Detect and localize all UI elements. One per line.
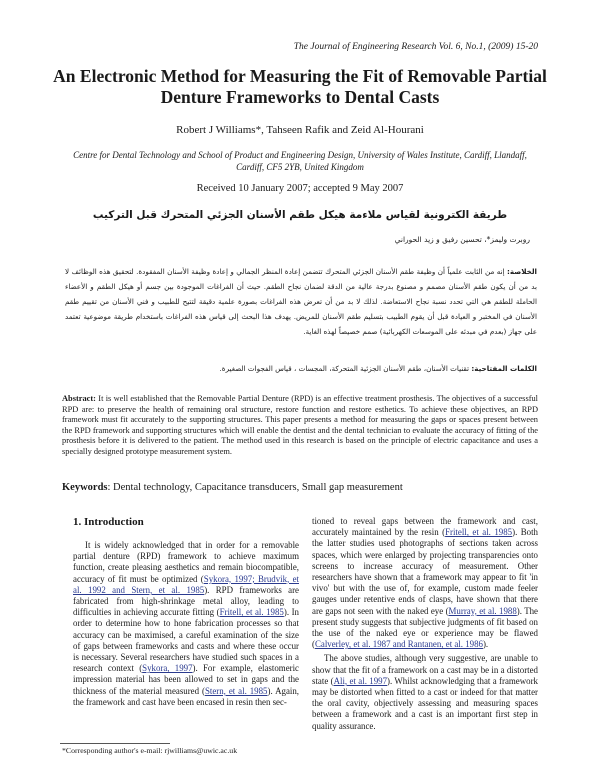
body-text: ). (482, 639, 489, 650)
arabic-keywords-label: الكلمات المفتاحية: (471, 364, 537, 373)
abstract (62, 394, 538, 458)
received-dates: Received 10 January 2007; accepted 9 May 2007 (196, 183, 404, 194)
citation-link[interactable]: Fritell, et al. 1985 (445, 527, 513, 538)
abstract-text: It is well established that the Removable Partial Denture (RPD) is an effective treatment prosthesis. The objectives of a successful RPD are: to preserve the health of remaining oral structure, restore function and restore esthetics. To achieve these objectives, an RPD framework must fit accurately to the supporting structures. This paper presents a method for measuring the gaps or spaces present between the RPD framework and supporting structures which will enable the dentist and the dental technician to evaluate the accuracy of fitting of the prosthesis before it is delivered to the patient. The method used in this research is based on the principle of electric capacitance and uses a specially designed prototype measurement system. (62, 394, 539, 456)
keywords-label: Keywords (62, 482, 108, 493)
affiliation: Centre for Dental Technology and School of Product and Engineering Design, University of Wales Institute, Cardiff, Llandaff, Cardiff, CF5 2YB, United Kingdom (73, 150, 527, 172)
arabic-keywords (65, 364, 537, 373)
paragraph (312, 516, 538, 650)
section-heading: 1. Introduction (73, 516, 144, 528)
citation-link[interactable]: Murray, et al. 1988 (448, 605, 517, 616)
body-text: tioned to reveal gaps between the framework and cast, accurately maintained by the resin ( (312, 516, 538, 538)
body-text: ). Whilst acknowledging that a framework may be distorted when fitted to a cast or indeed for that matter the oral cavity, objectively assessing and measuring spaces between a framework and a cast is an important first step in quality assurance. (312, 675, 538, 731)
body-text: The above studies, although very suggestive, are unable to show that the fit of a framework on a cast may be in a distorted state ( (312, 653, 538, 686)
citation-link[interactable]: Fritell, et al. 1985 (219, 607, 284, 618)
body-text: ). Again, the framework and cast have been encased in resin then sec- (73, 685, 300, 707)
journal-header: The Journal of Engineering Research Vol. 6, No.1, (2009) 15-20 (293, 42, 538, 52)
body-text: ). Both the latter studies used photographs of sections taken across spaces, which were enlarged by projecting transparencies onto screens to increase accuracy of measurement. Other researchers have shown that a framework may appear to fit 'in vivo' but with the use of, for example, custom made feeler gauges under retentive ends of clasps, have shown that there are gaps not seen with the naked eye ( (312, 527, 538, 616)
body-text: ). RPD frameworks are fabricated from high-shrinkage metal alloy, leading to difficulties in achieving accurate fitting ( (73, 584, 299, 618)
arabic-title: طريقة الكترونية لقياس ملاءمة هيكل طقم الأسنان الجزئي المتحرك قبل التركيب (92, 209, 508, 221)
body-text: ). In order to determine how to hone fabrication processes so that accuracy can be maximised, a careful examination of the size of gaps between frameworks and casts and where these occur is necessary. Several researchers have studied such spaces in a research context ( (73, 607, 299, 674)
citation-link[interactable]: Stern, et al. 1985 (204, 685, 268, 696)
keywords-text: : Dental technology, Capacitance transducers, Small gap measurement (107, 482, 403, 493)
authors: Robert J Williams*, Tahseen Rafik and Zeid Al-Hourani (176, 124, 424, 136)
footnote: *Corresponding author's e-mail: rjwilliams@uwic.ac.uk (62, 746, 238, 755)
paragraph (312, 653, 538, 731)
citation-link[interactable]: Sykora, 1997; Brudvik, et al. 1992 and Stern, et al. 1985 (73, 573, 299, 595)
arabic-abstract-text: إنه من الثابت علمياً أن وظيفة طقم الأسنان الجزئي المتحرك تتضمن إعادة المنظر الجمالي و إعادة وظيفة الأسنان المفقودة. لتحقيق هذه الوظائف لا بد من أن يكون طقم الأسنان مصمم و مصنوع بدرجة عالية من الدقة لضمان نجاح الطقم. حيث أن الفراغات الموجودة بين جسم أو هيكل الطقم و الأعضاء الحاملة للطقم هي التي تحدد نسبة نجاح الاستعاضة. لذلك لا بد من أن تعرض هذه الفراغات بصورة علمية دقيقة لتتيح للطبيب و فني الأسنان من تقييم طقم الأسنان في المختبر و العيادة قبل أن يقوم الطبيب بتسليم طقم الأسنان للمريض. يهدف هذا البحث إلى قياس هذه الفراغات باستخدام طريقة موضوعية تعتمد على جهاز (بعدم في مبدئه على الموسعات الكهربائية) صمم خصيصاً لهذه الغاية. (65, 267, 537, 336)
arabic-keywords-text: تقنيات الأسنان، طقم الأسنان الجزئية المتحركة، المجسات ، قياس الفجوات الصغيرة. (219, 364, 470, 373)
arabic-authors: روبرت وليمز*، تحسين رفيق و زيد الحوراني (394, 235, 530, 244)
citation-link[interactable]: Calverley, et al. 1987 and Rantanen, et al. 1986 (314, 639, 483, 650)
abstract-label: Abstract: (62, 394, 96, 403)
body-text: It is widely acknowledged that in order for a removable partial denture (RPD) framework to achieve maximum function, create pleasing aesthetics and remain biocompatible, accuracy of fit must be optimized ( (73, 540, 299, 584)
intro-right-column (312, 516, 538, 732)
arabic-abstract-label: الخلاصة: (507, 267, 537, 276)
arabic-abstract (65, 264, 537, 339)
citation-link[interactable]: Ali, et al. 1997 (333, 675, 388, 686)
intro-left-column (73, 540, 299, 708)
paper-title: An Electronic Method for Measuring the Fit of Removable Partial Denture Frameworks to Dental Casts (53, 66, 547, 107)
body-text: ). For example, elastomeric impression material has been allowed to set in gaps and the thickness of the material measured ( (73, 663, 299, 696)
keywords (62, 482, 538, 493)
body-text: ). The present study suggests that subjective judgments of fit based on the use of the naked eye or experience may be flawed ( (312, 605, 538, 650)
citation-link[interactable]: Sykora, 1997 (142, 663, 193, 674)
footnote-divider (60, 743, 170, 744)
